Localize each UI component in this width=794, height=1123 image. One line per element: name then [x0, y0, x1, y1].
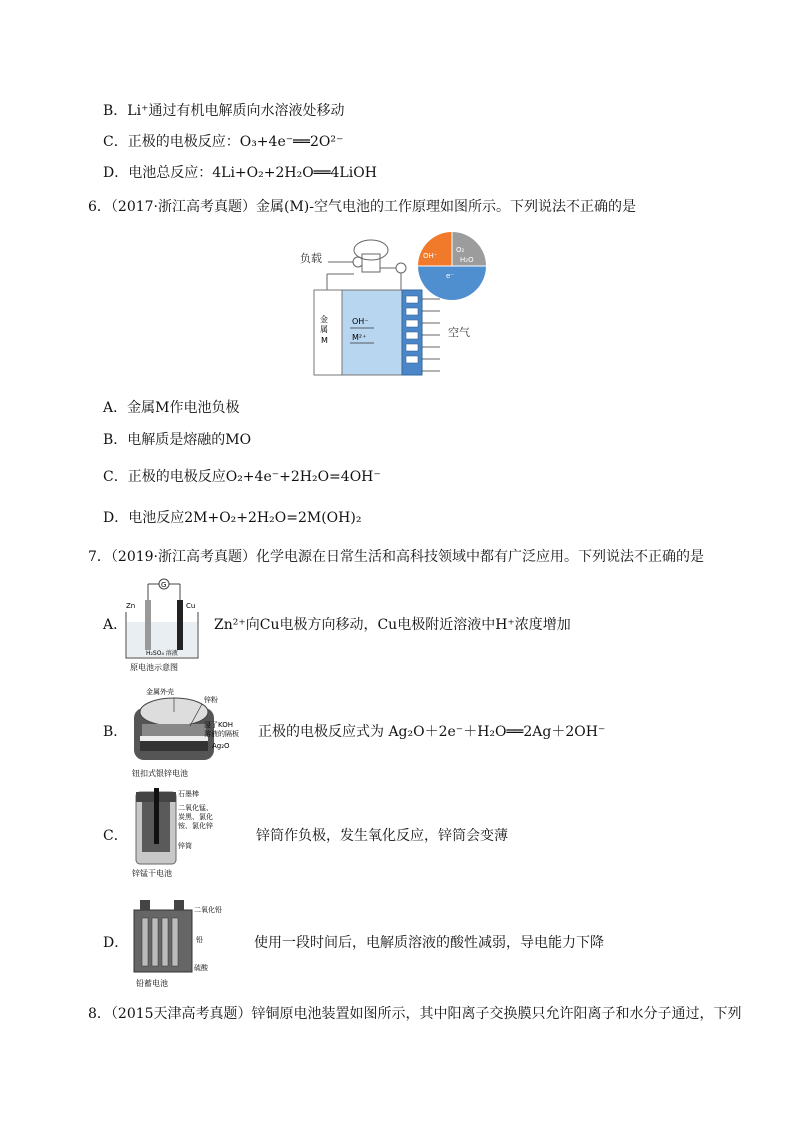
galvanic-cell-figure — [122, 578, 202, 674]
solution-label: H₂SO₄ 溶液 — [146, 650, 178, 657]
mix-label-1: 二氧化锰、 — [178, 804, 213, 812]
q7-option-a-label: A． — [103, 617, 128, 633]
pb-label: 铅 — [196, 936, 203, 944]
ag2o-label: Ag₂O — [212, 742, 230, 750]
pie-o2: O₂ — [456, 246, 465, 254]
mix-label-3: 铵、氯化锌 — [178, 822, 213, 830]
figure-caption: 钮扣式银锌电池 — [132, 769, 188, 778]
option-text: 正极的电极反应：O₃+4e⁻══2O²⁻ — [127, 134, 344, 150]
question-7-stem: 7．（2019·浙江高考真题）化学电源在日常生活和高科技领域中都有广泛应用。下列说法不正确的是 — [88, 549, 704, 565]
figure-caption: 铅蓄电池 — [136, 979, 168, 988]
graphite-rod — [154, 788, 159, 844]
question-8-stem: 8．（2015天津高考真题）锌铜原电池装置如图所示，其中阳离子交换膜只允许阳离子和水分子通过，下列 — [88, 1006, 742, 1022]
metal-label-1: 金 — [320, 315, 328, 324]
pie-h2o: H₂O — [460, 256, 474, 264]
load-label: 负载 — [300, 252, 322, 265]
pie-e: e⁻ — [446, 272, 455, 280]
separator-label-2: 溶液的隔板 — [204, 730, 239, 738]
option-label: C． — [103, 134, 128, 150]
option-label: A． — [103, 400, 128, 416]
separator-label-1: 浸了KOH — [204, 721, 233, 729]
q7-option-a-text: Zn²⁺向Cu电极方向移动，Cu电极附近溶液中H⁺浓度增加 — [214, 617, 571, 633]
lead-acid-figure — [130, 896, 250, 990]
q7-option-c-text: 锌筒作负极，发生氧化反应，锌筒会变薄 — [256, 828, 508, 844]
rod-label: 石墨棒 — [178, 790, 199, 798]
option-label: C． — [103, 469, 128, 485]
ion-oh: OH⁻ — [352, 317, 369, 326]
option-label: D． — [103, 510, 129, 526]
load-box — [362, 254, 380, 272]
figure-caption: 锌锰干电池 — [132, 869, 172, 878]
metal-label-2: 属 — [320, 325, 328, 334]
q7-option-d-label: D． — [103, 935, 129, 951]
option-label: B． — [103, 432, 128, 448]
acid-label: 硫酸 — [194, 964, 208, 972]
electrolyte — [342, 290, 402, 375]
q6-option-d — [103, 508, 361, 528]
q7-option-c-label: C． — [103, 828, 128, 844]
option-text: 电解质是熔融的MO — [127, 432, 252, 448]
pbo2-label: 二氧化铅 — [194, 906, 222, 914]
metal-air-cell-diagram — [300, 232, 490, 380]
load-node-right — [396, 263, 406, 273]
shell-label: 金属外壳 — [146, 688, 174, 696]
option-text: 正极的电极反应O₂+4e⁻+2H₂O=4OH⁻ — [127, 469, 381, 485]
option-text: 电池总反应：4Li+O₂+2H₂O══4LiOH — [128, 165, 377, 181]
metal-electrode — [314, 290, 342, 375]
button-cell-figure — [128, 686, 248, 780]
question-6-stem: 6．（2017·浙江高考真题）金属(M)-空气电池的工作原理如图所示。下列说法不正确的是 — [88, 199, 636, 215]
q7-option-b-text: 正极的电极反应式为 Ag₂O＋2e⁻＋H₂O══2Ag＋2OH⁻ — [258, 724, 606, 740]
mix-label-2: 炭黑、氯化 — [178, 813, 213, 821]
option-text: 金属M作电池负极 — [127, 400, 240, 416]
figure-caption: 原电池示意图 — [130, 663, 178, 672]
air-label: 空气 — [448, 326, 470, 339]
galvanometer-label: G — [161, 581, 167, 589]
q7-option-d-text: 使用一段时间后，电解质溶液的酸性减弱，导电能力下降 — [254, 935, 604, 951]
zn-label: Zn — [126, 602, 136, 610]
dry-cell-figure — [130, 786, 250, 878]
can-label: 锌筒 — [178, 842, 192, 850]
option-label: B． — [103, 103, 128, 119]
option-text: Li⁺通过有机电解质向水溶液处移动 — [127, 103, 345, 119]
q6-option-b — [103, 430, 251, 450]
q6-option-a — [103, 398, 239, 418]
q6-option-c — [103, 467, 381, 487]
reaction-pie — [418, 232, 486, 300]
option-text: 电池反应2M+O₂+2H₂O=2M(OH)₂ — [128, 510, 362, 526]
option-c — [103, 132, 343, 152]
cu-electrode — [177, 600, 183, 650]
ion-m: M²⁺ — [352, 333, 367, 342]
zn-electrode — [145, 600, 151, 650]
option-label: D． — [103, 165, 129, 181]
metal-label-3: M — [321, 336, 328, 345]
cu-label: Cu — [186, 602, 196, 610]
zinc-powder-label: 锌粉 — [204, 696, 218, 704]
option-b — [103, 101, 344, 121]
option-d — [103, 163, 377, 183]
q7-option-b-label: B． — [103, 724, 128, 740]
pie-oh: OH⁻ — [423, 252, 438, 260]
